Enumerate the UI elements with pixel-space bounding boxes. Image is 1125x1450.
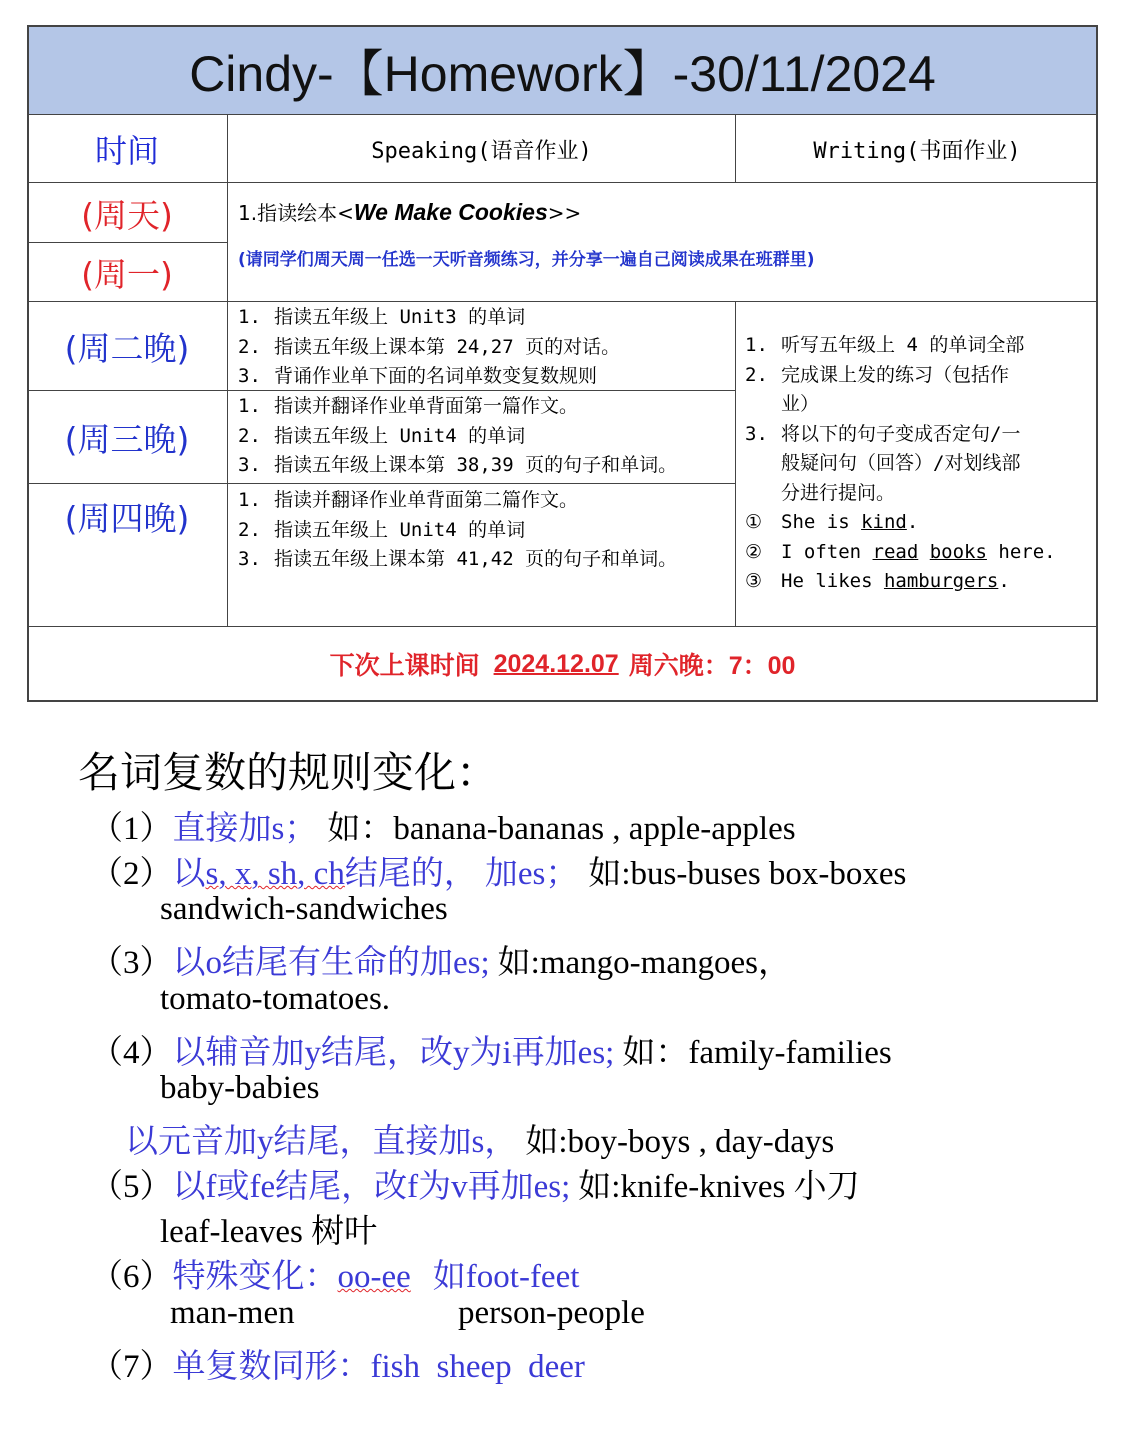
next-class-day-time: 周六晚：7：00 bbox=[628, 652, 796, 680]
rule-6-example-2: person-people bbox=[458, 1295, 645, 1331]
list-item: 1. 指读五年级上 Unit3 的单词 bbox=[238, 306, 526, 328]
book-title: We Make Cookies bbox=[353, 199, 548, 225]
rule-4-example: baby-babies bbox=[160, 1070, 320, 1106]
book-close-mark: >> bbox=[547, 201, 582, 225]
list-item: 3. 指读五年级上课本第 38,39 页的句子和单词。 bbox=[238, 454, 678, 476]
list-item: 3. 背诵作业单下面的名词单数变复数规则 bbox=[238, 365, 598, 387]
rule-3-example: tomato-tomatoes. bbox=[160, 981, 391, 1017]
list-item: 1. 听写五年级上 4 的单词全部 bbox=[745, 334, 1025, 356]
rule-6-example-1: man-men bbox=[170, 1295, 295, 1331]
sunmon-task-prefix: 1.指读绘本 bbox=[238, 201, 338, 225]
list-item: 3. 将以下的句子变成否定句/一 bbox=[745, 422, 1021, 445]
wednesday-tasks bbox=[238, 392, 677, 481]
rule-4b: 以元音加y结尾，直接加s， 如:boy-boys , day-days bbox=[125, 1124, 835, 1160]
header-speaking: Speaking(语音作业) bbox=[371, 138, 592, 164]
rule-3: （3）以o结尾有生命的加es; 如:mango-mangoes， bbox=[90, 945, 791, 981]
day-wednesday: (周三晚) bbox=[64, 419, 190, 459]
sentence-1: ① She is kind . bbox=[745, 511, 919, 533]
notes-heading: 名词复数的规则变化： bbox=[78, 748, 499, 797]
list-item: 3. 指读五年级上课本第 41,42 页的句子和单词。 bbox=[238, 548, 678, 570]
list-item: 2. 指读五年级上 Unit4 的单词 bbox=[238, 518, 526, 541]
day-monday: (周一) bbox=[81, 254, 173, 294]
list-item: 2. 指读五年级上课本第 24,27 页的对话。 bbox=[238, 335, 621, 358]
day-tuesday: (周二晚) bbox=[64, 328, 190, 368]
rule-1: （1）直接加s； 如：banana-bananas , apple-apples bbox=[90, 811, 796, 847]
rule-5: （5）以f或fe结尾，改f为v再加es; 如:knife-knives 小刀 bbox=[90, 1169, 860, 1205]
next-class-label: 下次上课时间 bbox=[329, 652, 480, 680]
list-item: 2. 指读五年级上 Unit4 的单词 bbox=[238, 424, 526, 447]
sentence-2: ② I often read books here. bbox=[745, 540, 1056, 563]
page-title: Cindy-【Homework】-30/11/2024 bbox=[27, 25, 1098, 114]
header-writing: Writing(书面作业) bbox=[813, 138, 1021, 164]
sunmon-note: (请同学们周天周一任选一天听音频练习，并分享一遍自己阅读成果在班群里) bbox=[238, 250, 815, 270]
sunmon-task bbox=[238, 197, 581, 226]
tuesday-tasks bbox=[238, 303, 620, 392]
list-item: 1. 指读并翻译作业单背面第一篇作文。 bbox=[238, 395, 579, 417]
rule-4: （4）以辅音加y结尾，改y为i再加es; 如：family-families bbox=[90, 1035, 892, 1071]
day-sunday: (周天) bbox=[81, 195, 173, 235]
day-thursday: (周四晚) bbox=[64, 498, 190, 538]
rule-2: （2）以s, x, sh, ch结尾的， 加es； 如:bus-buses box-boxes bbox=[90, 856, 907, 892]
writing-tasks: 1. 听写五年级上 4 的单词全部 2. 完成课上发的练习（包括作 业） 3. 将以下的句子变成否定句/一 般疑问句（回答）/对划线部 分进行提问。 ① She is kind . ② I often read books here. ③ He likes hamburgers . bbox=[745, 331, 1075, 597]
next-class-time bbox=[27, 629, 1098, 699]
list-item: 1. 指读并翻译作业单背面第二篇作文。 bbox=[238, 489, 579, 511]
sentence-3: ③ He likes hamburgers . bbox=[745, 570, 1010, 592]
next-class-date: 2024.12.07 bbox=[493, 649, 619, 678]
rule-2-example: sandwich-sandwiches bbox=[160, 891, 448, 927]
list-item: 2. 完成课上发的练习（包括作 bbox=[745, 363, 1010, 386]
thursday-tasks bbox=[238, 486, 677, 575]
rule-5-example: leaf-leaves 树叶 bbox=[160, 1214, 378, 1250]
rule-6: （6）特殊变化：oo-ee 如foot-feet bbox=[90, 1259, 580, 1295]
header-time: 时间 bbox=[94, 132, 159, 170]
book-open-mark: < bbox=[337, 201, 354, 225]
rule-7: （7）单复数同形：fish sheep deer bbox=[90, 1349, 585, 1385]
